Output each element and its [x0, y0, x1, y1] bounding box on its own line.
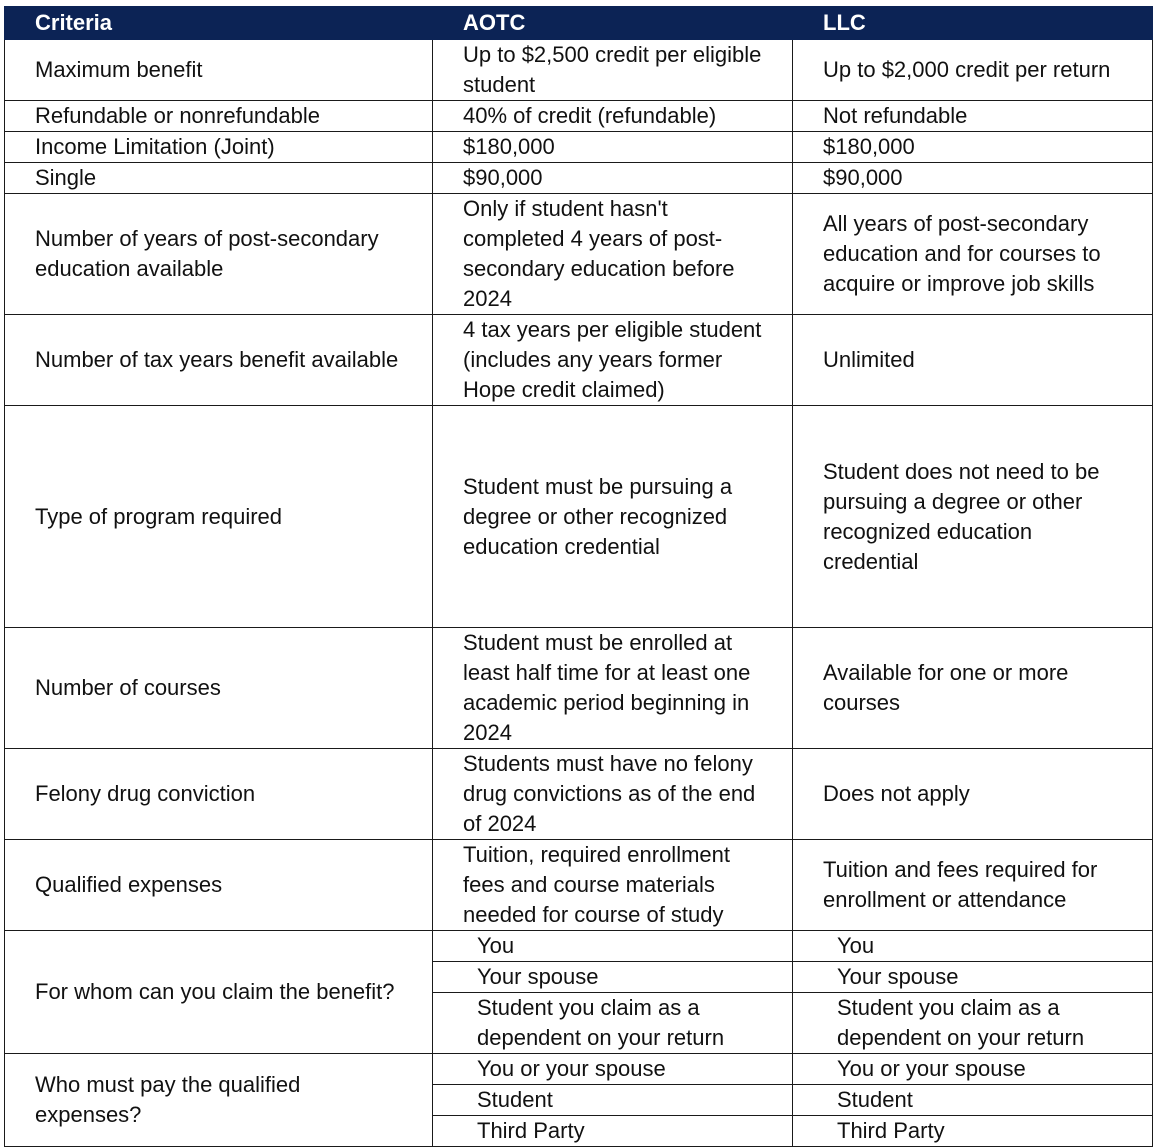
- header-row: [5, 7, 1153, 40]
- llc-cell: You or your spouse: [793, 1054, 1153, 1085]
- criteria-cell: For whom can you claim the benefit?: [5, 931, 433, 1054]
- aotc-cell: You: [433, 931, 793, 962]
- criteria-cell: Felony drug conviction: [5, 749, 433, 840]
- row-refundable: [5, 101, 1153, 132]
- header-aotc: AOTC: [433, 7, 793, 40]
- criteria-cell: Maximum benefit: [5, 40, 433, 101]
- criteria-cell: Number of tax years benefit available: [5, 315, 433, 406]
- criteria-cell: Number of courses: [5, 628, 433, 749]
- aotc-cell: Student you claim as a dependent on your return: [433, 993, 793, 1054]
- criteria-cell: Income Limitation (Joint): [5, 132, 433, 163]
- llc-cell: All years of post-secondary education and for courses to acquire or improve job skills: [793, 194, 1153, 315]
- aotc-cell: You or your spouse: [433, 1054, 793, 1085]
- comparison-table: [4, 6, 1153, 1147]
- row-income-joint: [5, 132, 1153, 163]
- criteria-cell: Refundable or nonrefundable: [5, 101, 433, 132]
- llc-cell: Tuition and fees required for enrollment or attendance: [793, 840, 1153, 931]
- llc-cell: Up to $2,000 credit per return: [793, 40, 1153, 101]
- aotc-cell: 4 tax years per eligible student (includes any years former Hope credit claimed): [433, 315, 793, 406]
- row-courses: [5, 628, 1153, 749]
- row-felony: [5, 749, 1153, 840]
- llc-cell: Available for one or more courses: [793, 628, 1153, 749]
- row-maximum-benefit: [5, 40, 1153, 101]
- row-tax-years: [5, 315, 1153, 406]
- llc-cell: Third Party: [793, 1116, 1153, 1147]
- header-llc: LLC: [793, 7, 1153, 40]
- criteria-cell: Single: [5, 163, 433, 194]
- aotc-cell: $180,000: [433, 132, 793, 163]
- aotc-cell: $90,000: [433, 163, 793, 194]
- row-qualified-expenses: [5, 840, 1153, 931]
- criteria-cell: Type of program required: [5, 406, 433, 628]
- row-income-single: [5, 163, 1153, 194]
- aotc-cell: Student must be enrolled at least half time for at least one academic period beginning in 2024: [433, 628, 793, 749]
- llc-cell: Your spouse: [793, 962, 1153, 993]
- llc-cell: Not refundable: [793, 101, 1153, 132]
- row-program-type: [5, 406, 1153, 628]
- aotc-cell: Student must be pursuing a degree or other recognized education credential: [433, 406, 793, 628]
- header-criteria: Criteria: [5, 7, 433, 40]
- llc-cell: Student does not need to be pursuing a degree or other recognized education credential: [793, 406, 1153, 628]
- row-claim-you: [5, 931, 1153, 962]
- aotc-cell: Your spouse: [433, 962, 793, 993]
- criteria-cell: Who must pay the qualified expenses?: [5, 1054, 433, 1147]
- aotc-cell: Student: [433, 1085, 793, 1116]
- aotc-cell: Students must have no felony drug convictions as of the end of 2024: [433, 749, 793, 840]
- llc-cell: Does not apply: [793, 749, 1153, 840]
- llc-cell: Student you claim as a dependent on your return: [793, 993, 1153, 1054]
- criteria-cell: Number of years of post-secondary education available: [5, 194, 433, 315]
- llc-cell: $180,000: [793, 132, 1153, 163]
- llc-cell: You: [793, 931, 1153, 962]
- row-years-postsecondary: [5, 194, 1153, 315]
- llc-cell: Unlimited: [793, 315, 1153, 406]
- aotc-cell: Up to $2,500 credit per eligible student: [433, 40, 793, 101]
- llc-cell: Student: [793, 1085, 1153, 1116]
- aotc-cell: Only if student hasn't completed 4 years of post- secondary education before 2024: [433, 194, 793, 315]
- row-pay-you: [5, 1054, 1153, 1085]
- criteria-cell: Qualified expenses: [5, 840, 433, 931]
- aotc-cell: Third Party: [433, 1116, 793, 1147]
- aotc-cell: 40% of credit (refundable): [433, 101, 793, 132]
- llc-cell: $90,000: [793, 163, 1153, 194]
- aotc-cell: Tuition, required enrollment fees and course materials needed for course of study: [433, 840, 793, 931]
